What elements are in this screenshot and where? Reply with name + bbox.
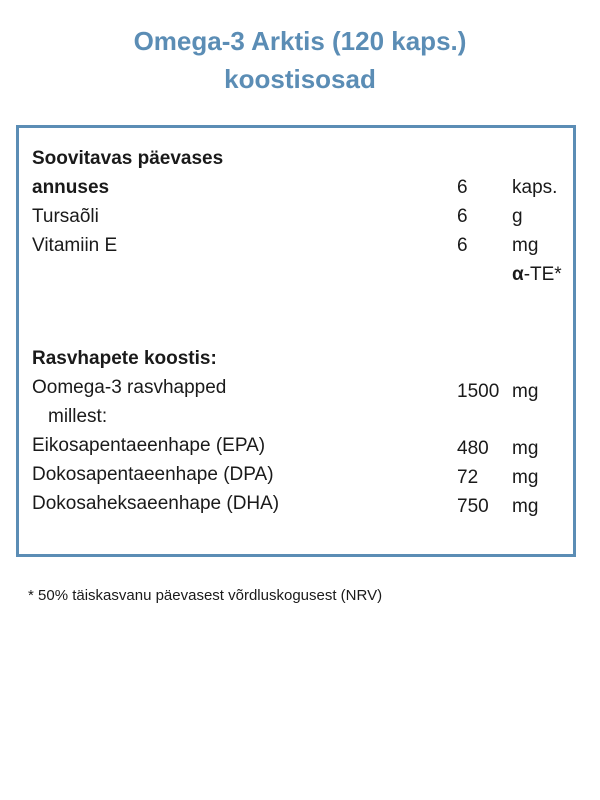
ingredient-unit [512, 231, 582, 289]
vitamin-e-unit-line-2 [512, 260, 582, 289]
omega3-value: 1500 [457, 381, 500, 402]
fatty-acid-unit: mg [512, 496, 539, 517]
vitamin-e-unit-line-1: mg [512, 235, 539, 256]
page-title [0, 22, 600, 98]
ingredient-value: 6 [457, 235, 468, 256]
title-line-1: Omega-3 Arktis (120 kaps.) [133, 26, 467, 56]
fatty-acid-label: Dokosapentaeenhape (DPA) [32, 464, 274, 485]
daily-dose-unit: kaps. [512, 177, 558, 198]
ingredient-label: Tursaõli [32, 206, 99, 227]
omega3-label-sub: millest: [48, 406, 108, 427]
fatty-acids-heading: Rasvhapete koostis: [32, 348, 217, 369]
omega3-label [32, 373, 432, 431]
daily-dose-heading-line-2: annuses [32, 177, 110, 198]
fatty-acid-value: 72 [457, 467, 479, 488]
fatty-acid-label: Eikosapentaeenhape (EPA) [32, 435, 266, 456]
fatty-acid-value: 750 [457, 496, 489, 517]
ingredient-value: 6 [457, 206, 468, 227]
composition-panel [16, 125, 576, 557]
fatty-acid-unit: mg [512, 438, 539, 459]
omega3-label-line-1: Oomega-3 rasvhapped [32, 377, 227, 398]
daily-dose-heading-line-1: Soovitavas päevases [32, 148, 224, 169]
footnote: * 50% täiskasvanu päevasest võrdluskogusest (NRV) [28, 587, 383, 604]
omega3-unit: mg [512, 381, 539, 402]
alpha-symbol: α [512, 264, 524, 285]
daily-dose-heading [32, 144, 432, 202]
daily-dose-value: 6 [457, 177, 468, 198]
ingredient-unit: g [512, 206, 523, 227]
fatty-acid-label: Dokosaheksaeenhape (DHA) [32, 493, 280, 514]
fatty-acid-unit: mg [512, 467, 539, 488]
alpha-te-suffix: -TE* [523, 264, 562, 285]
title-line-2: koostisosad [224, 64, 376, 94]
fatty-acid-value: 480 [457, 438, 489, 459]
ingredient-label: Vitamiin E [32, 235, 118, 256]
